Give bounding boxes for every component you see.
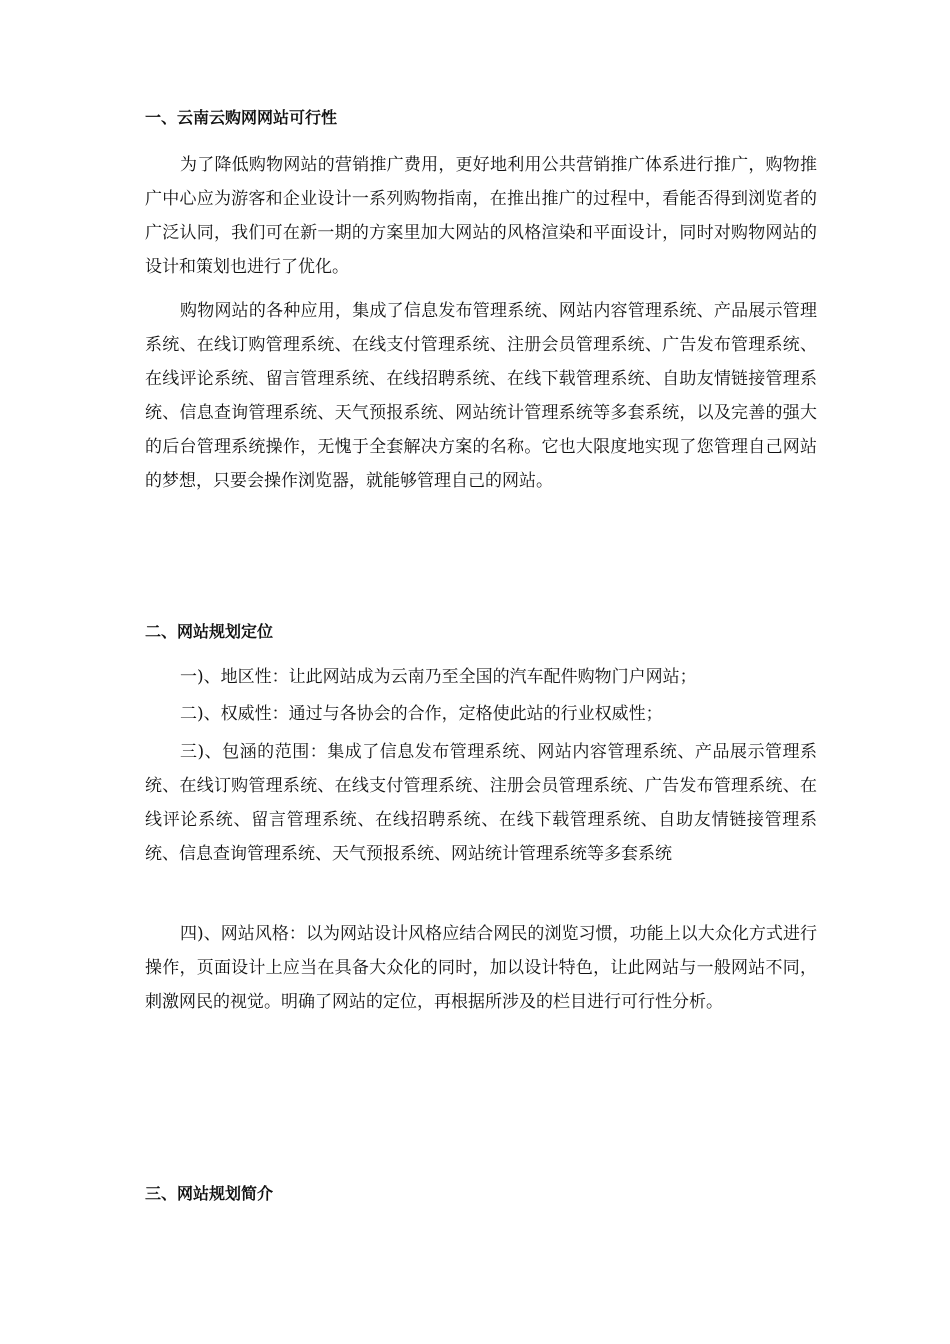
section-2-item-4: 四)、网站风格：以为网站设计风格应结合网民的浏览习惯，功能上以大众化方式进行操作，页面设计上应当在具备大众化的同时，加以设计特色，让此网站与一般网站不同，刺激网民的视觉。明确了网站的定位，再根据所涉及的栏目进行可行性分析。 <box>145 924 817 1012</box>
section-3-heading: 三、网站规划简介 <box>145 1184 274 1203</box>
section-2-item-1: 一)、地区性：让此网站成为云南乃至全国的汽车配件购物门户网站； <box>180 667 697 687</box>
section-1-paragraph-2: 购物网站的各种应用，集成了信息发布管理系统、网站内容管理系统、产品展示管理系统、在线订购管理系统、在线支付管理系统、注册会员管理系统、广告发布管理系统、在线评论系统、留言管理系统、在线招聘系统、在线下载管理系统、自助友情链接管理系统、信息查询管理系统、天气预报系统、网站统计管理系统等多套系统，以及完善的强大的后台管理系统操作，无愧于全套解决方案的名称。它也大限度地实现了您管理自己网站的梦想，只要会操作浏览器，就能够管理自己的网站。 <box>145 301 817 491</box>
section-1-paragraph-1: 为了降低购物网站的营销推广费用，更好地利用公共营销推广体系进行推广，购物推广中心应为游客和企业设计一系列购物指南，在推出推广的过程中，看能否得到浏览者的广泛认同，我们可在新一期的方案里加大网站的风格渲染和平面设计，同时对购物网站的设计和策划也进行了优化。 <box>145 155 817 277</box>
section-2-item-2: 二)、权威性：通过与各协会的合作，定格使此站的行业权威性； <box>180 704 663 724</box>
section-2-heading: 二、网站规划定位 <box>145 622 274 641</box>
section-1-heading: 一、云南云购网网站可行性 <box>145 108 338 127</box>
section-2-item-3: 三)、包涵的范围：集成了信息发布管理系统、网站内容管理系统、产品展示管理系统、在线订购管理系统、在线支付管理系统、注册会员管理系统、广告发布管理系统、在线评论系统、留言管理系统、在线招聘系统、在线下载管理系统、自助友情链接管理系统、信息查询管理系统、天气预报系统、网站统计管理系统等多套系统 <box>145 742 817 864</box>
